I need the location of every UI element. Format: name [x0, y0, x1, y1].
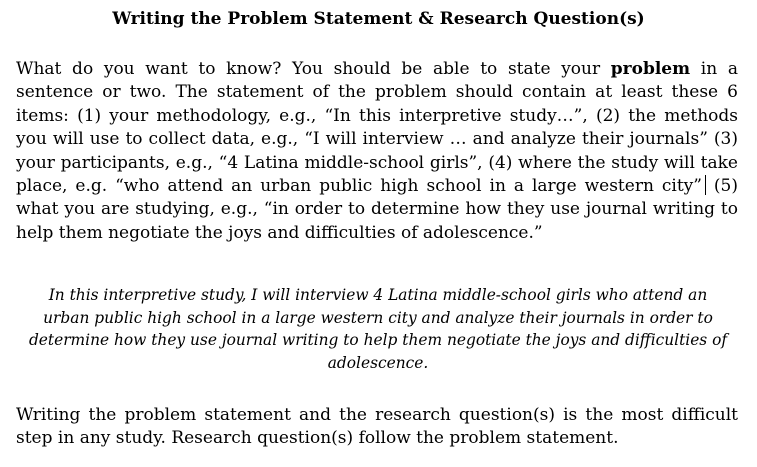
paragraph1-items: in a sentence or two. The statement of the problem should contain at least these 6 items: (1) your methodology, e.g., “In this interpretive study…”, (2) the methods you will use to collect data, e.g., “I will interview … and analyze their journals” (3) your participants, e.g., “4 Latina middle-school girls”, (4) where the study will take place, e.g. “who attend an urban public high school in a large western city” [16, 59, 738, 197]
problem-keyword: problem [610, 59, 691, 79]
problem-statement-paragraph [16, 58, 738, 245]
paragraph1-item5: (5) what you are studying, e.g., “in order to determine how they use journal writing to help them negotiate the joys and difficulties of adolescence.” [16, 176, 738, 243]
example-problem-statement: In this interpretive study, I will interview 4 Latina middle-school girls who attend an urban public high school in a large western city and analyze their journals in order to determine how they use journal writing to help them negotiate the joys and difficulties of adolescence. [28, 286, 728, 372]
paragraph1-intro: What do you want to know? You should be able to state your [16, 59, 611, 79]
document-title: Writing the Problem Statement & Research Question(s) [112, 9, 645, 29]
closing-paragraph: Writing the problem statement and the research question(s) is the most difficult step in any study. Research question(s) follow the problem statement. [16, 405, 738, 449]
